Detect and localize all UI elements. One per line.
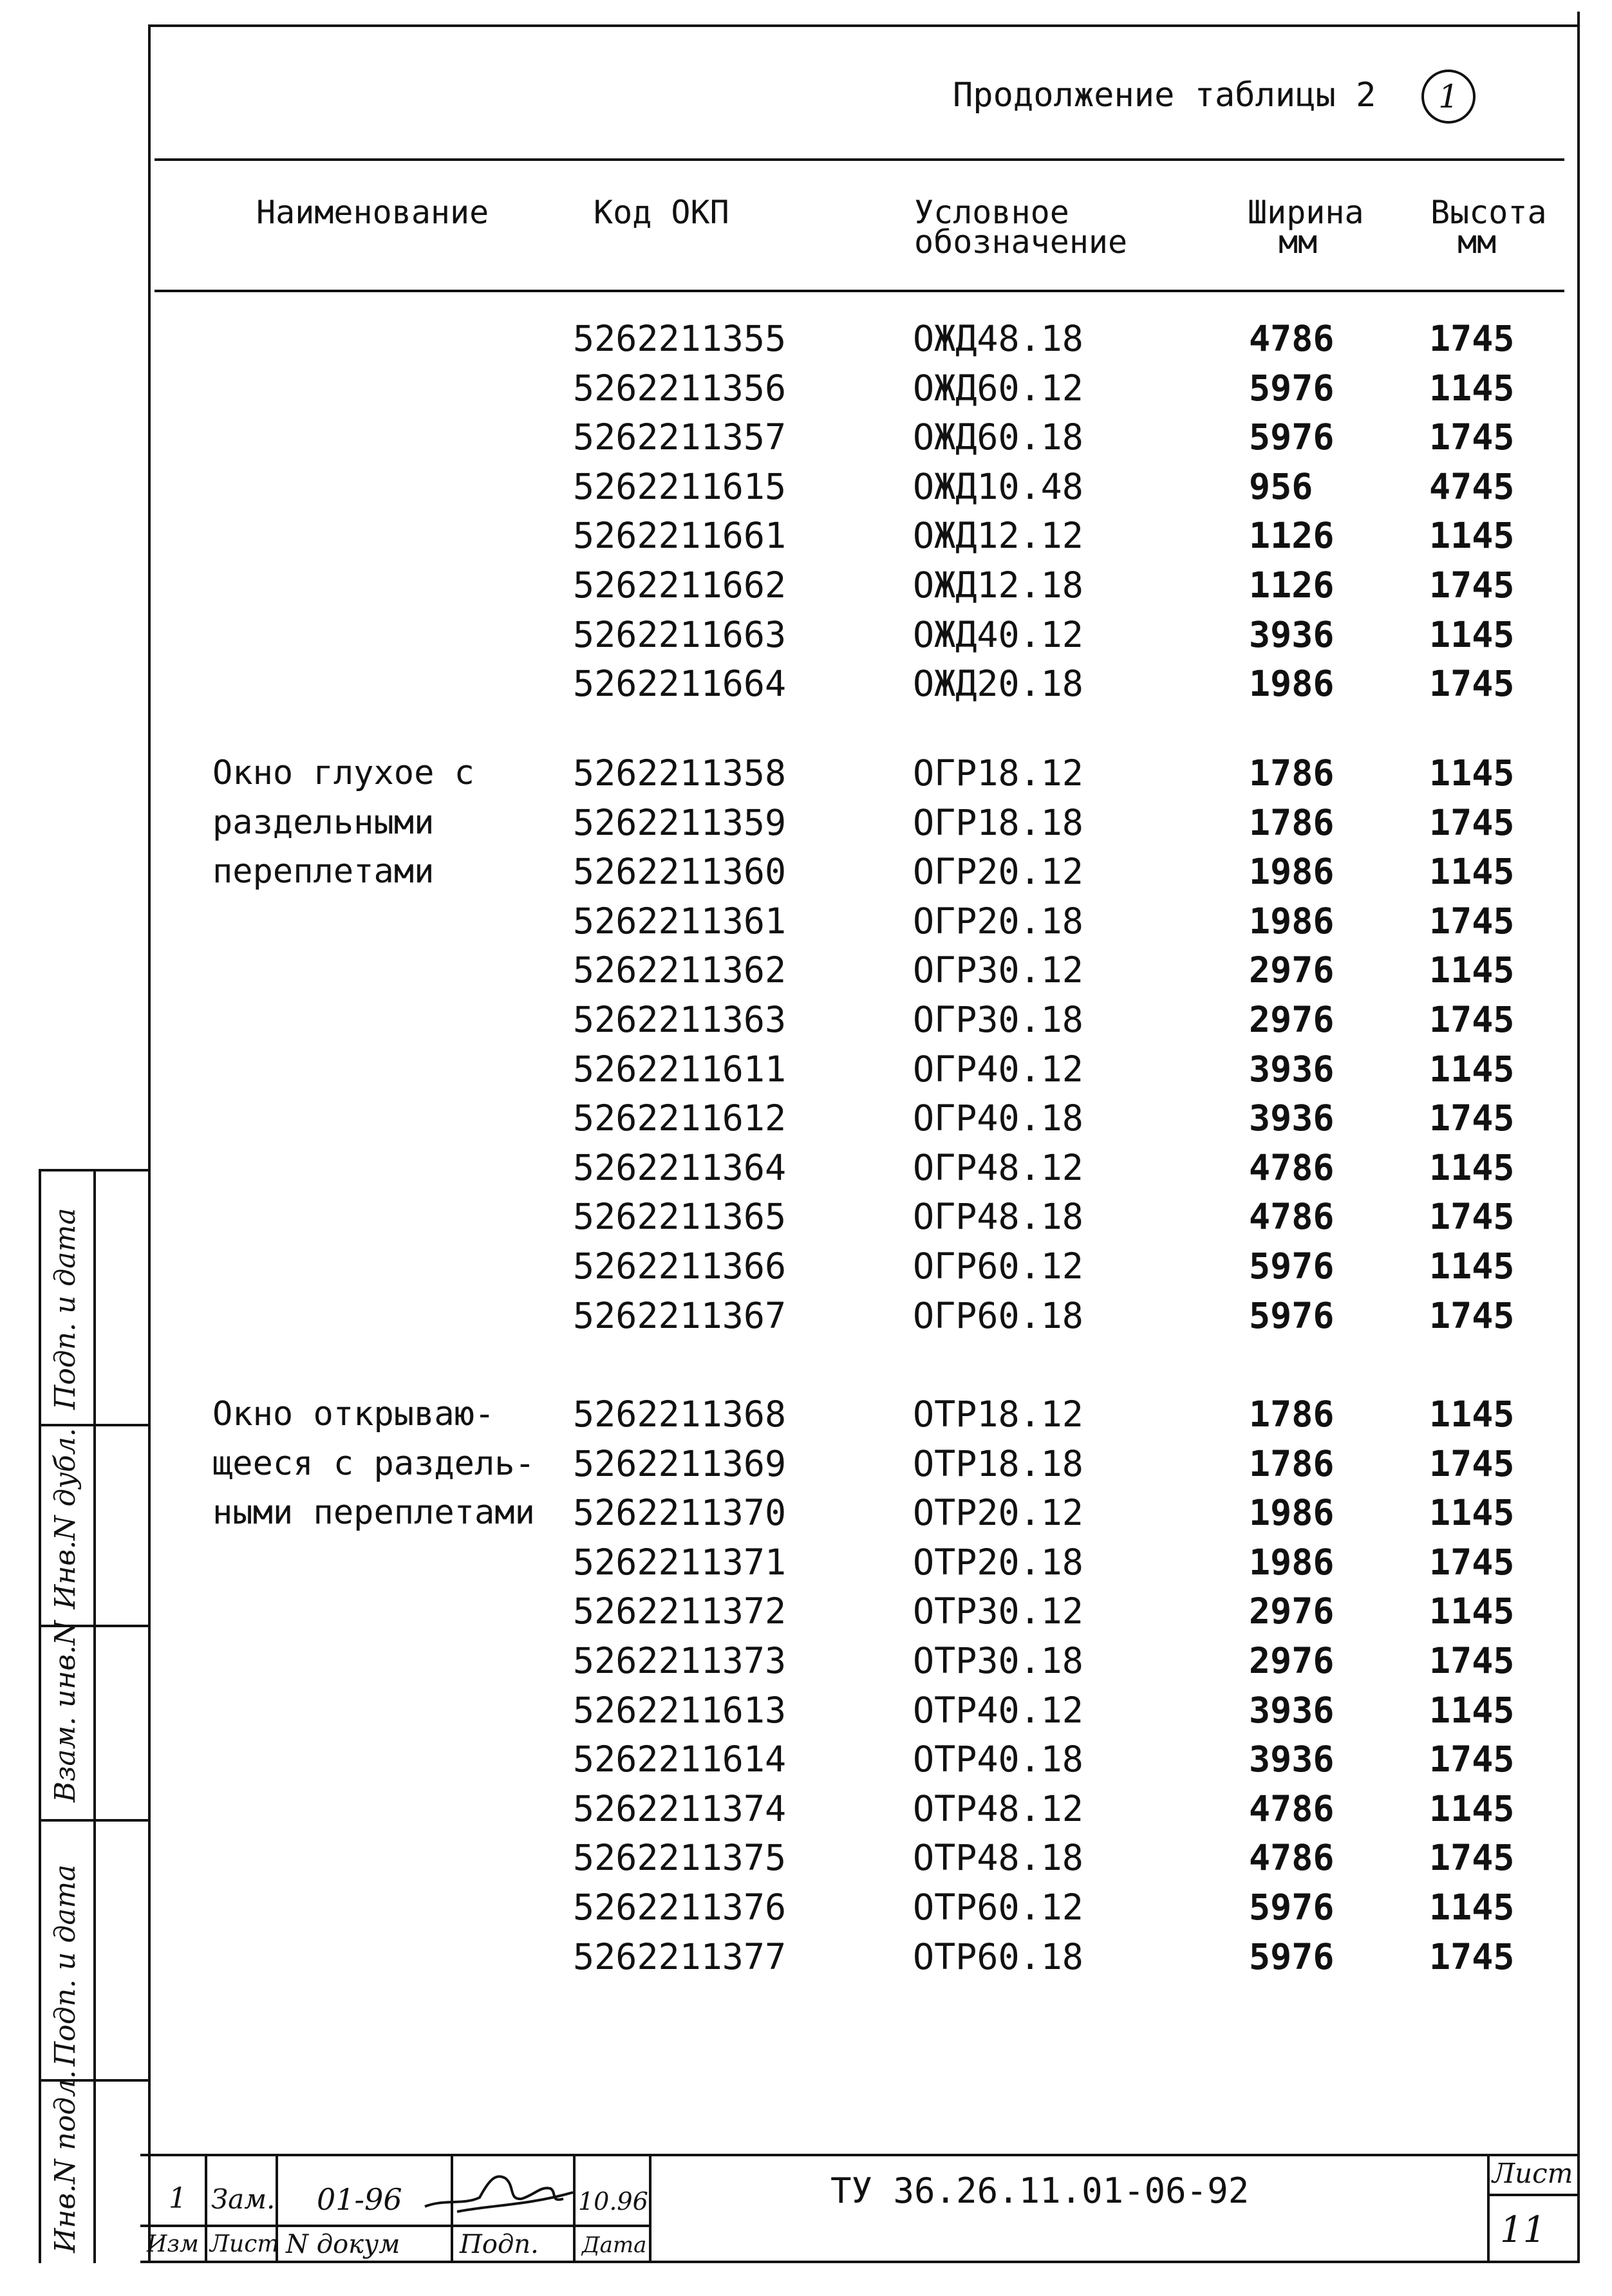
cell-width: 1126: [1249, 565, 1335, 606]
stamp-label-podp: Подп.: [460, 2230, 539, 2259]
cell-height: 1745: [1429, 416, 1515, 458]
cell-code: 5262211359: [573, 801, 787, 843]
document-code: ТУ 36.26.11.01-06-92: [830, 2170, 1250, 2211]
cell-width: 5976: [1249, 367, 1335, 409]
cell-width: 3936: [1249, 613, 1335, 655]
cell-height: 1745: [1429, 318, 1515, 359]
stamp-sheet-col: [1487, 2154, 1490, 2263]
cell-code: 5262211361: [573, 900, 787, 942]
sheet-mark-circle: [1421, 70, 1476, 124]
cell-code: 5262211370: [573, 1492, 787, 1534]
header-height-line2: мм: [1457, 223, 1497, 261]
cell-width: 1986: [1249, 663, 1335, 705]
signature-mark: [418, 2160, 579, 2225]
cell-designation: ОГР60.18: [913, 1294, 1083, 1336]
cell-height: 1145: [1429, 1689, 1515, 1731]
cell-height: 1145: [1429, 851, 1515, 893]
cell-width: 4786: [1249, 1146, 1335, 1188]
header-width-line1: Ширина: [1248, 194, 1364, 231]
cell-width: 1786: [1249, 1442, 1335, 1484]
cell-designation: ОТР20.18: [913, 1541, 1083, 1583]
stamp-label-data: Дата: [582, 2232, 647, 2258]
cell-code: 5262211365: [573, 1196, 787, 1238]
cell-height: 1145: [1429, 949, 1515, 991]
cell-width: 4786: [1249, 1837, 1335, 1879]
cell-height: 1745: [1429, 1837, 1515, 1879]
cell-code: 5262211614: [573, 1739, 787, 1780]
cell-width: 5976: [1249, 1887, 1335, 1928]
side-strip-sep-1: [39, 1424, 148, 1426]
cell-code: 5262211372: [573, 1591, 787, 1632]
cell-designation: ОГР60.12: [913, 1246, 1083, 1287]
cell-height: 1745: [1429, 1097, 1515, 1139]
side-label-podp-data-1: Подп. и дата: [49, 1864, 82, 2066]
header-designation-line2: обозначение: [914, 223, 1128, 261]
cell-designation: ОЖД60.12: [913, 367, 1083, 409]
stamp-top-rule: [140, 2154, 1580, 2156]
stamp-label-ndoc: N докум: [286, 2230, 400, 2259]
cell-code: 5262211356: [573, 367, 787, 409]
cell-height: 1745: [1429, 1442, 1515, 1484]
cell-designation: ОГР48.12: [913, 1146, 1083, 1188]
cell-height: 1145: [1429, 613, 1515, 655]
cell-code: 5262211373: [573, 1640, 787, 1681]
cell-height: 1745: [1429, 1196, 1515, 1238]
cell-code: 5262211366: [573, 1246, 787, 1287]
cell-designation: ОТР40.18: [913, 1739, 1083, 1780]
stamp-doc: 01-96: [317, 2182, 402, 2217]
header-code: Код ОКП: [594, 194, 729, 231]
side-strip-sep-3: [39, 1819, 148, 1822]
cell-height: 1745: [1429, 1739, 1515, 1780]
cell-height: 1145: [1429, 1146, 1515, 1188]
cell-width: 2976: [1249, 949, 1335, 991]
cell-code: 5262211613: [573, 1689, 787, 1731]
cell-designation: ОГР20.18: [913, 900, 1083, 942]
cell-width: 1986: [1249, 900, 1335, 942]
cell-code: 5262211374: [573, 1787, 787, 1829]
cell-width: 5976: [1249, 416, 1335, 458]
cell-designation: ОЖД12.18: [913, 565, 1083, 606]
cell-height: 1145: [1429, 1048, 1515, 1090]
group-name-line: щееся с раздель-: [212, 1444, 535, 1483]
cell-width: 3936: [1249, 1739, 1335, 1780]
stamp-sheet-rule: [1487, 2194, 1580, 2196]
cell-width: 1786: [1249, 1394, 1335, 1435]
cell-code: 5262211612: [573, 1097, 787, 1139]
cell-code: 5262211371: [573, 1541, 787, 1583]
cell-designation: ОТР18.12: [913, 1394, 1083, 1435]
cell-designation: ОГР18.12: [913, 752, 1083, 794]
sheet-number: 11: [1500, 2209, 1546, 2251]
cell-height: 1145: [1429, 1591, 1515, 1632]
cell-designation: ОЖД20.18: [913, 663, 1083, 705]
cell-width: 2976: [1249, 1640, 1335, 1681]
cell-code: 5262211661: [573, 515, 787, 557]
cell-code: 5262211662: [573, 565, 787, 606]
cell-height: 1145: [1429, 1887, 1515, 1928]
cell-designation: ОТР20.12: [913, 1492, 1083, 1534]
frame-top: [148, 24, 1580, 27]
stamp-label-list: Лист: [210, 2231, 279, 2257]
sheet-label: Лист: [1492, 2158, 1573, 2189]
cell-height: 1745: [1429, 1936, 1515, 1977]
cell-code: 5262211369: [573, 1442, 787, 1484]
group-name-line: раздельными: [212, 803, 435, 842]
header-height-line1: Высота: [1430, 194, 1547, 231]
cell-height: 1745: [1429, 1541, 1515, 1583]
cell-code: 5262211611: [573, 1048, 787, 1090]
cell-designation: ОГР18.18: [913, 801, 1083, 843]
cell-width: 1986: [1249, 1541, 1335, 1583]
cell-designation: ОТР48.18: [913, 1837, 1083, 1879]
cell-designation: ОГР48.18: [913, 1196, 1083, 1238]
cell-code: 5262211363: [573, 999, 787, 1040]
cell-width: 4786: [1249, 1787, 1335, 1829]
cell-width: 4786: [1249, 1196, 1335, 1238]
group-name-line: переплетами: [212, 852, 435, 891]
cell-designation: ОЖД10.48: [913, 465, 1083, 507]
header-width-line2: мм: [1279, 223, 1318, 261]
cell-height: 1745: [1429, 801, 1515, 843]
header-top-rule: [155, 158, 1564, 161]
cell-height: 1745: [1429, 1640, 1515, 1681]
cell-code: 5262211615: [573, 465, 787, 507]
cell-height: 1745: [1429, 1294, 1515, 1336]
side-strip-divider: [93, 1169, 96, 2263]
frame-bottom: [140, 2261, 1580, 2263]
cell-width: 3936: [1249, 1048, 1335, 1090]
stamp-rev: 1: [169, 2182, 187, 2215]
cell-width: 1786: [1249, 752, 1335, 794]
cell-height: 1745: [1429, 565, 1515, 606]
cell-height: 1145: [1429, 1492, 1515, 1534]
cell-width: 3936: [1249, 1097, 1335, 1139]
cell-height: 1145: [1429, 367, 1515, 409]
cell-designation: ОТР60.12: [913, 1887, 1083, 1928]
cell-code: 5262211367: [573, 1294, 787, 1336]
cell-width: 1986: [1249, 1492, 1335, 1534]
cell-width: 5976: [1249, 1936, 1335, 1977]
cell-designation: ОТР40.12: [913, 1689, 1083, 1731]
cell-height: 1145: [1429, 752, 1515, 794]
cell-width: 5976: [1249, 1294, 1335, 1336]
header-name: Наименование: [256, 194, 489, 231]
cell-designation: ОГР30.12: [913, 949, 1083, 991]
cell-code: 5262211364: [573, 1146, 787, 1188]
cell-code: 5262211362: [573, 949, 787, 991]
cell-width: 2976: [1249, 999, 1335, 1040]
cell-designation: ОТР30.18: [913, 1640, 1083, 1681]
cell-height: 1745: [1429, 663, 1515, 705]
group-name-line: Окно открываю-: [212, 1395, 495, 1433]
cell-height: 1145: [1429, 1787, 1515, 1829]
cell-designation: ОГР40.18: [913, 1097, 1083, 1139]
side-label-podp-data-2: Подп. и дата: [49, 1208, 82, 1410]
cell-designation: ОТР60.18: [913, 1936, 1083, 1977]
cell-code: 5262211663: [573, 613, 787, 655]
cell-code: 5262211664: [573, 663, 787, 705]
cell-code: 5262211355: [573, 318, 787, 359]
stamp-date: 10.96: [578, 2187, 648, 2216]
cell-code: 5262211358: [573, 752, 787, 794]
frame-left: [148, 24, 151, 2263]
stamp-col-5: [649, 2154, 651, 2263]
cell-code: 5262211368: [573, 1394, 787, 1435]
cell-width: 1786: [1249, 801, 1335, 843]
header-bottom-rule: [155, 290, 1564, 292]
cell-code: 5262211377: [573, 1936, 787, 1977]
side-label-inv-dubl: Инв.N дубл.: [49, 1428, 82, 1609]
cell-designation: ОЖД40.12: [913, 613, 1083, 655]
cell-width: 1986: [1249, 851, 1335, 893]
cell-designation: ОГР40.12: [913, 1048, 1083, 1090]
cell-width: 5976: [1249, 1246, 1335, 1287]
side-label-vzam-inv: Взам. инв.N: [49, 1620, 82, 1802]
cell-height: 1745: [1429, 900, 1515, 942]
cell-designation: ОГР20.12: [913, 851, 1083, 893]
cell-width: 956: [1249, 465, 1313, 507]
cell-height: 1145: [1429, 515, 1515, 557]
cell-code: 5262211360: [573, 851, 787, 893]
cell-designation: ОГР30.18: [913, 999, 1083, 1040]
group-name-line: ными переплетами: [212, 1493, 535, 1533]
cell-code: 5262211357: [573, 416, 787, 458]
cell-height: 1745: [1429, 999, 1515, 1040]
cell-designation: ОТР48.12: [913, 1787, 1083, 1829]
cell-width: 2976: [1249, 1591, 1335, 1632]
side-label-inv-podl: Инв.N подл.: [49, 2069, 82, 2253]
stamp-change: Зам.: [211, 2183, 276, 2215]
cell-width: 4786: [1249, 318, 1335, 359]
cell-designation: ОЖД12.12: [913, 515, 1083, 557]
cell-code: 5262211376: [573, 1887, 787, 1928]
cell-width: 3936: [1249, 1689, 1335, 1731]
cell-designation: ОТР30.12: [913, 1591, 1083, 1632]
cell-code: 5262211375: [573, 1837, 787, 1879]
cell-height: 1145: [1429, 1246, 1515, 1287]
header-designation-line1: Условное: [914, 194, 1069, 231]
stamp-label-izm: Изм: [147, 2231, 199, 2257]
continuation-title: Продолжение таблицы 2: [953, 76, 1376, 115]
frame-right: [1577, 12, 1580, 2263]
cell-height: 1145: [1429, 1394, 1515, 1435]
side-strip-left: [39, 1169, 41, 2263]
cell-width: 1126: [1249, 515, 1335, 557]
cell-designation: ОЖД60.18: [913, 416, 1083, 458]
stamp-col-1: [205, 2154, 207, 2263]
cell-designation: ОТР18.18: [913, 1442, 1083, 1484]
cell-designation: ОЖД48.18: [913, 318, 1083, 359]
cell-height: 4745: [1429, 465, 1515, 507]
sheet-mark: 1: [1438, 78, 1459, 115]
group-name-line: Окно глухое с: [212, 754, 474, 792]
